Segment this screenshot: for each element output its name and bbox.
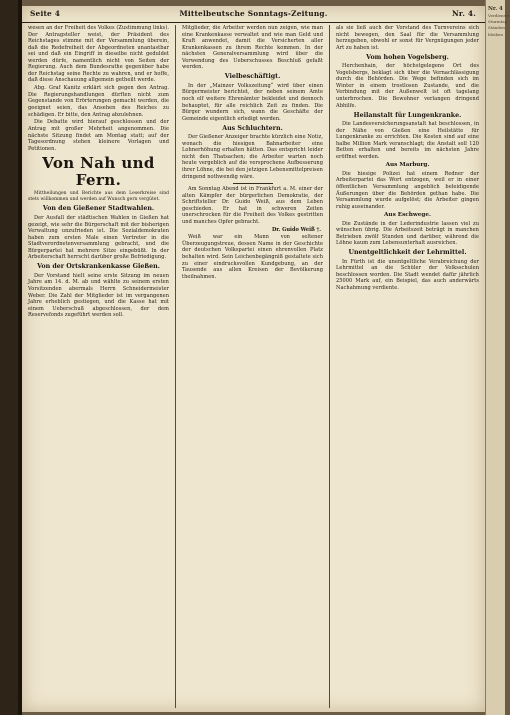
page-header bbox=[22, 6, 485, 23]
next-page-line: Sturmtag bbox=[488, 19, 508, 25]
newspaper-title: Mittelbeutsche Sonntags-Zeitung. bbox=[179, 9, 328, 18]
paragraph: als sie ließ auch der Vorstand des Turnvereins sich nicht bewegen, den Saal für die Versammlung herzugeben, obwohl er sonst für Vergnügungen jeder Art zu haben ist. bbox=[336, 25, 479, 51]
paragraph: Der Vorstand hielt seine erste Sitzung im neuen Jahre am 14. d. M. ab und wählte zu seinem ersten Vorsitzenden abermals Herrn Schneidermeister Weber. Die Zahl der Mitglieder ist im vergangenen Jahre erheblich gestiegen, und die Kasse hat mit einem Ueberschuß abgeschlossen, der dem Reservefonds zugeführt werden soll. bbox=[28, 272, 169, 319]
page-number: Seite 4 bbox=[30, 9, 61, 18]
article-heading: Heilanstalt für Lungenkranke. bbox=[353, 111, 462, 119]
next-page-edge bbox=[485, 0, 510, 715]
paragraph: In der „Mainzer Volkszeitung“ wird über einen Bürgermeister berichtet, der neben seinem Amte noch elf weitere Ehrenämter bekleidet und dennoch behauptet, für alle reichlich Zeit zu finden. Die Bürger wundern sich, wann die Geschäfte der Gemeinde eigentlich erledigt werden. bbox=[182, 82, 323, 122]
paragraph: Abg. Graf Kanitz erklärt sich gegen den Antrag. Die Regierungshandlungen dürften nicht zum Gegenstande von Erörterungen gemacht werden, die geeignet seien, das Ansehen des Reiches zu schädigen. Er bitte, den Antrag abzulehnen. bbox=[28, 85, 169, 118]
article-heading: Vielbeschäftigt. bbox=[224, 73, 281, 81]
article-heading: Unentgeltlichkeit der Lehrmittel. bbox=[348, 249, 467, 257]
column-2 bbox=[182, 25, 323, 708]
divider bbox=[233, 183, 273, 184]
next-page-line: Ständen bbox=[488, 25, 505, 31]
article-heading: Aus Marburg. bbox=[385, 162, 430, 169]
next-page-line: bleiben bbox=[488, 31, 503, 37]
article-heading: Vom hohen Vogelsberg. bbox=[366, 53, 449, 61]
paragraph: Am Sonntag Abend ist in Frankfurt a. M. einer der alten Kämpfer der bürgerlichen Demokratie, der Schriftsteller Dr. Guido Weiß, aus dem Leben geschieden. Er hat in schweren Zeiten unerschrocken für die Freiheit des Volkes gestritten und manches Opfer gebracht. bbox=[182, 186, 323, 225]
paragraph: Die hiesige Polizei hat einem Redner der Arbeiterpartei das Wort entzogen, weil er in einer öffentlichen Versammlung angeblich beleidigende Äußerungen über die Behörden gethan habe. Die Versammlung wurde aufgelöst; die Arbeiter gingen ruhig auseinander. bbox=[336, 170, 479, 210]
article-heading: Von den Gießener Stadtwahlen. bbox=[42, 205, 155, 213]
section-note: Mittheilungen und Berichte aus dem Leserkreise sind stets willkommen und werden auf Wunsch gern vergütet. bbox=[28, 191, 169, 203]
signature: Dr. Guido Weiß †. bbox=[271, 226, 321, 233]
paragraph: Die Landesversicherungsanstalt hat beschlossen, in der Nähe von Gießen eine Heilstätte für Lungenkranke zu errichten. Die Kosten sind auf eine halbe Million Mark veranschlagt; die Anstalt soll 120 Betten erhalten und bereits im nächsten Jahre eröffnet werden. bbox=[336, 121, 479, 160]
paragraph: In Fürth ist die unentgeltliche Verabreichung der Lehrmittel an die Schüler der Volksschulen beschlossen worden. Die Stadt wendet dafür jährlich 25000 Mark auf, ein Beispiel, das auch anderwärts Nachahmung verdiente. bbox=[336, 258, 479, 292]
paragraph: Mitglieder, die Arbeiter werden nun zeigen, wie man eine Krankenkasse verwaltet und wie man Geld und Kraft anwendet, damit die Versicherten aller Krankenkassen zu ihrem Rechte kommen. In der nächsten Generalversammlung wird über die Verwendung des Ueberschusses Beschluß gefaßt werden. bbox=[182, 25, 323, 71]
page-sheet bbox=[22, 6, 485, 712]
next-page-line: Verdienste bbox=[488, 13, 510, 18]
paragraph: Der Gießener Anzeiger brachte kürzlich eine Notiz, wonach die hiesigen Bahnarbeiter eine Lohnerhöhung erhalten hätten. Das entspricht leider nicht den Thatsachen; die Arbeiter warten noch heute vergeblich auf die versprochene Aufbesserung ihrer Löhne, die bei den jetzigen Lebensmittelpreisen dringend nothwendig wäre. bbox=[182, 134, 323, 180]
paragraph: Die Debatte wird hierauf geschlossen und der Antrag mit großer Mehrheit angenommen. Die nächste Sitzung findet am Montag statt; auf der Tagesordnung stehen kleinere Vorlagen und Petitionen. bbox=[28, 119, 169, 152]
paragraph: wesen an der Freiheit des Volkes (Zustimmung links). Der Antragsteller weist, der Präsident des Reichstages stimme mit der Versammlung überein, daß die Redefreiheit der Abgeordneten unantastbar sei und daß ein Eingriff in dieselbe nicht geduldet werden dürfe, namentlich nicht von Seiten der Regierung. Auch dem Bundesrathe gegenüber habe der Reichstag seine Rechte zu wahren, und er hoffe, daß diese Anschauung allgemein getheilt werde. bbox=[28, 25, 169, 84]
article-heading: Aus Schluchtern. bbox=[222, 124, 283, 132]
column-3 bbox=[336, 25, 479, 708]
paragraph: Herchenhain, der höchstgelegene Ort des Vogelsbergs, beklagt sich über die Vernachlässigung durch die Behörden. Die Wege befinden sich im Winter in einem trostlosen Zustande, und die Verbindung mit der Außenwelt ist oft tagelang unterbrochen. Die Bewohner verlangen dringend Abhilfe. bbox=[336, 63, 479, 109]
article-heading: Aus Eschwege. bbox=[384, 212, 431, 219]
next-page-header: Nr. 4 bbox=[488, 6, 503, 12]
paragraph: Weiß war ein Mann von seltener Überzeugungstreue, dessen Name in der Geschichte der deutschen Volkspartei einen ehrenvollen Platz behalten wird. Sein Leichenbegängniß gestaltete sich zu einer eindrucksvollen Kundgebung, an der Tausende aus allen Kreisen der Bevölkerung theilnahmen. bbox=[182, 234, 323, 280]
binding-shadow bbox=[0, 0, 22, 715]
paragraph: Der Ausfall der städtischen Wahlen in Gießen hat gezeigt, wie sehr die Bürgerschaft mit der bisherigen Verwaltung unzufrieden ist. Die Sozialdemokraten haben zum ersten Male einen Vertreter in die Stadtverordnetenversammlung gebracht, und die Bürgerpartei hat mehrere Sitze eingebüßt. In der Arbeiterschaft herrscht darüber große Befriedigung. bbox=[28, 214, 169, 261]
paragraph: Die Zustände in der Lederindustrie lassen viel zu wünschen übrig. Die Arbeitszeit beträgt in manchen Betrieben zwölf Stunden und darüber, während die Löhne kaum zum Lebensunterhalt ausreichen. bbox=[336, 220, 479, 247]
column-rule bbox=[329, 25, 330, 708]
article-heading: Von der Ortskrankenkasse Gießen. bbox=[37, 263, 160, 271]
issue-number: Nr. 4. bbox=[451, 9, 476, 18]
column-1 bbox=[28, 25, 169, 708]
column-rule bbox=[175, 25, 176, 708]
section-title: Von Nah und Fern. bbox=[42, 154, 155, 190]
